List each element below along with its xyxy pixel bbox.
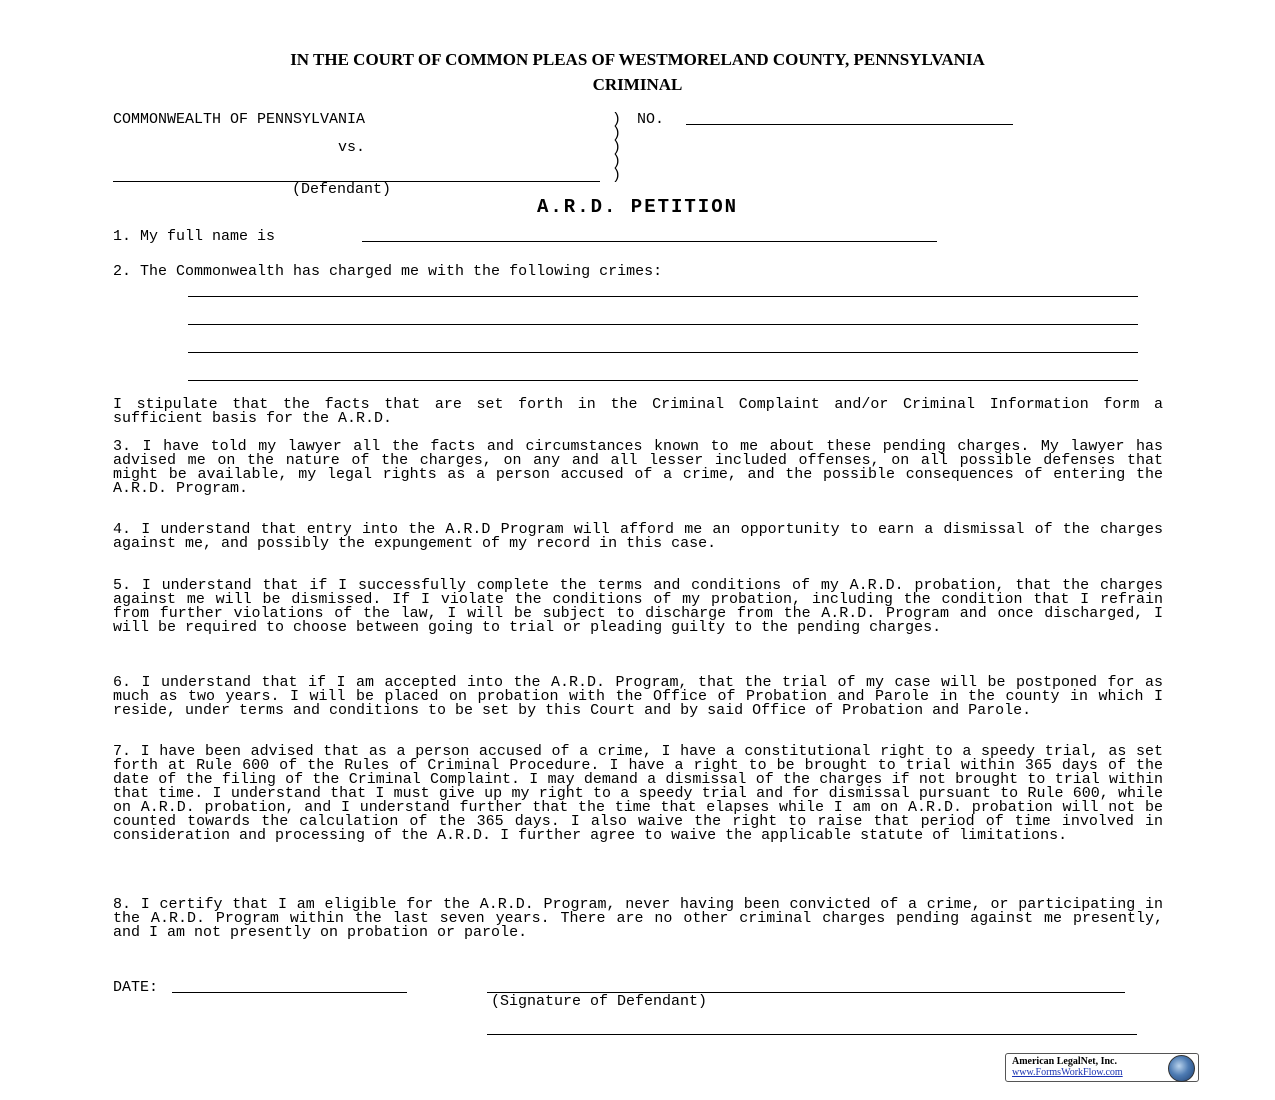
charges-line[interactable] xyxy=(188,380,1138,381)
globe-icon xyxy=(1168,1055,1195,1082)
caption-paren: ) xyxy=(612,167,622,184)
charges-line[interactable] xyxy=(188,296,1138,297)
caption-paren: ) xyxy=(612,125,622,142)
full-name-prompt: 1. My full name is xyxy=(113,228,276,245)
defendant-label: (Defendant) xyxy=(292,181,392,198)
case-number-line[interactable] xyxy=(686,124,1013,125)
date-label: DATE: xyxy=(113,979,159,996)
paragraph-4: 4. I understand that entry into the A.R.D Program will afford me an opportunity to earn a dismissal of the charges against me, and possibly the expungement of my record in this case. xyxy=(113,521,1163,552)
caption-paren: ) xyxy=(612,139,622,156)
second-signature-line[interactable] xyxy=(487,1034,1137,1035)
caption-paren: ) xyxy=(612,153,622,170)
paragraph-6: 6. I understand that if I am accepted into the A.R.D. Program, that the trial of my case will be postponed for as much as two years. I will be placed on probation with the Office of Probation and Parole in the county in which I reside, under terms and conditions to be set by this Court and by said Office of Probation and Parole. xyxy=(113,674,1163,719)
americanlegalnet-logo[interactable] xyxy=(1005,1053,1199,1082)
court-heading: IN THE COURT OF COMMON PLEAS OF WESTMORELAND COUNTY, PENNSYLVANIA xyxy=(290,50,985,69)
full-name-line[interactable] xyxy=(362,241,937,242)
caption-paren: ) xyxy=(612,111,622,128)
page-title: A.R.D. PETITION xyxy=(536,196,739,218)
charges-prompt: 2. The Commonwealth has charged me with the following crimes: xyxy=(113,263,663,280)
defendant-signature-label: (Signature of Defendant) xyxy=(491,993,708,1010)
logo-company-name: American LegalNet, Inc. xyxy=(1012,1056,1117,1067)
stipulation-paragraph: I stipulate that the facts that are set forth in the Criminal Complaint and/or Criminal Information form a sufficient basis for the A.R.D. xyxy=(113,396,1163,427)
versus-text: vs. xyxy=(338,139,366,156)
paragraph-3: 3. I have told my lawyer all the facts and circumstances known to me about these pending charges. My lawyer has advised me on the nature of the charges, on any and all lesser included offenses, on all possible defenses that might be available, my legal rights as a person accused of a crime, and the possible consequences of entering the A.R.D. Program. xyxy=(113,438,1163,497)
paragraph-8: 8. I certify that I am eligible for the A.R.D. Program, never having been convicted of a crime, or participating in the A.R.D. Program within the last seven years. There are no other criminal charges pending against me presently, and I am not presently on probation or parole. xyxy=(113,896,1163,941)
charges-line[interactable] xyxy=(188,324,1138,325)
court-division: CRIMINAL xyxy=(592,75,683,94)
logo-url-link[interactable]: www.FormsWorkFlow.com xyxy=(1012,1067,1123,1078)
plaintiff-name: COMMONWEALTH OF PENNSYLVANIA xyxy=(113,111,366,128)
paragraph-7: 7. I have been advised that as a person accused of a crime, I have a constitutional right to a speedy trial, as set forth at Rule 600 of the Rules of Criminal Procedure. I have a right to be brought to trial within 365 days of the date of the filing of the Criminal Complaint. I may demand a dismissal of the charges if not brought to trial within that time. I understand that I must give up my right to a speedy trial and for dismissal pursuant to Rule 600, while on A.R.D. probation, and I understand further that the time that elapses while I am on A.R.D. probation will not be counted towards the calculation of the 365 days. I also waive the right to raise that period of time involved in consideration and processing of the A.R.D. I further agree to waive the applicable statute of limitations. xyxy=(113,743,1163,844)
case-number-label: NO. xyxy=(637,111,665,128)
charges-line[interactable] xyxy=(188,352,1138,353)
paragraph-5: 5. I understand that if I successfully complete the terms and conditions of my A.R.D. probation, that the charges against me will be dismissed. If I violate the conditions of my probation, including the condition that I refrain from further violations of the law, I will be subject to discharge from the A.R.D. Program and once discharged, I will be required to choose between going to trial or pleading guilty to the pending charges. xyxy=(113,577,1163,636)
date-line[interactable] xyxy=(172,992,407,993)
